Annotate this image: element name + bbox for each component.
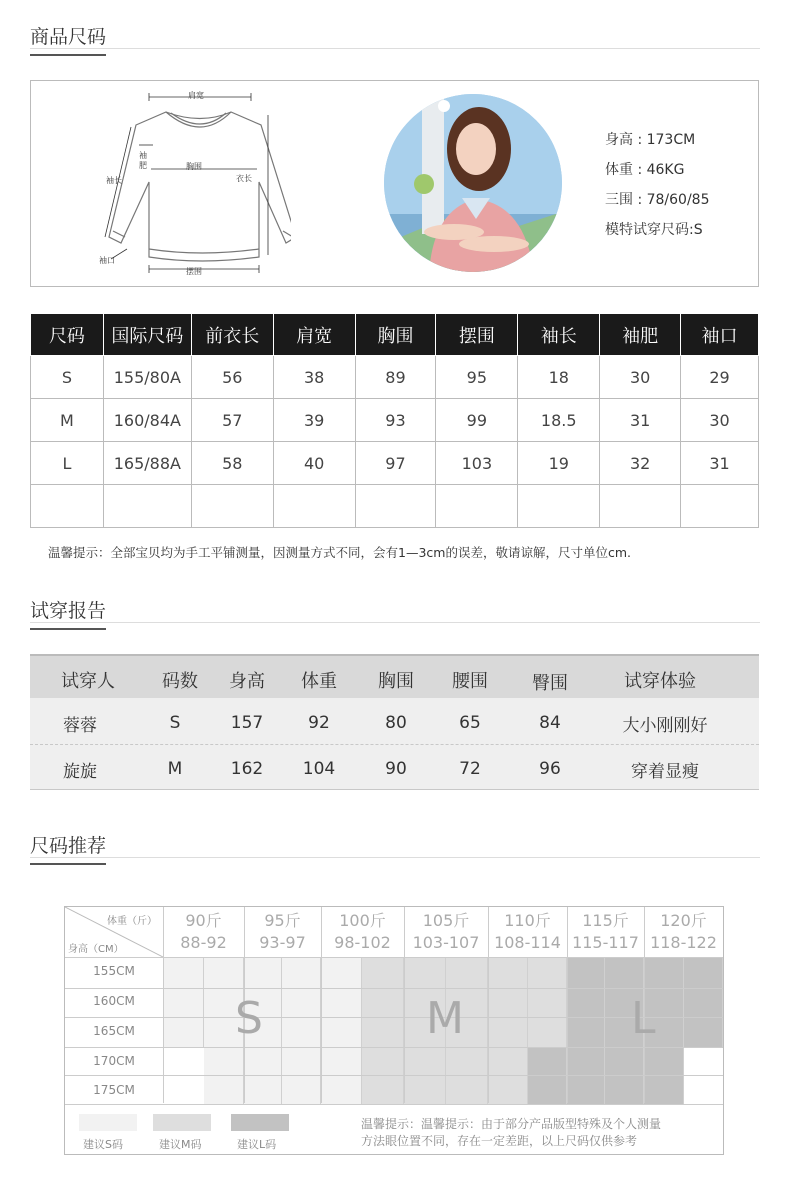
model-measurements: 三围 : 78/60/85 — [605, 192, 710, 208]
weight-jin: 105斤 — [422, 911, 470, 930]
weight-range: 115-117 — [572, 933, 639, 952]
recommendation-cell-s — [244, 1075, 282, 1104]
table-cell — [31, 485, 104, 528]
recommendation-cell-l — [567, 1075, 605, 1104]
recommendation-cell-m — [488, 1017, 528, 1047]
height-row-label: 175CM — [93, 1083, 135, 1097]
table-cell: 40 — [273, 442, 355, 485]
note-line: 温馨提示：温馨提示：由于部分产品版型特殊及个人测量 — [361, 1117, 662, 1131]
size-header: 国际尺码 — [103, 314, 191, 356]
recommendation-cell-m — [488, 1075, 528, 1104]
trial-header: 试穿体验 — [624, 671, 696, 692]
trial-cell: S — [169, 713, 181, 733]
table-cell: 18.5 — [518, 399, 600, 442]
section-title-recommend-text: 尺码推荐 — [30, 835, 107, 857]
table-cell: M — [31, 399, 104, 442]
legend-label-l: 建议L码 — [237, 1138, 277, 1151]
trial-header: 码数 — [162, 671, 198, 692]
table-cell: 31 — [600, 399, 681, 442]
recommendation-cell-s — [321, 988, 362, 1017]
table-cell: 39 — [273, 399, 355, 442]
label-sleeve-length: 袖长 — [106, 176, 122, 185]
table-cell: 30 — [681, 399, 759, 442]
trial-table — [30, 654, 759, 792]
section-title-size-text: 商品尺码 — [30, 26, 107, 48]
trial-header: 试穿人 — [61, 671, 115, 692]
model-info — [605, 125, 710, 245]
size-header: 摆围 — [436, 314, 518, 356]
table-cell — [191, 485, 273, 528]
weight-range: 103-107 — [412, 933, 480, 952]
table-row — [31, 399, 759, 442]
recommendation-cell-s — [282, 988, 321, 1017]
section-title-recommend — [30, 831, 106, 858]
trial-cell: 157 — [230, 713, 264, 733]
grid-line — [567, 907, 568, 1103]
section-divider — [30, 48, 760, 49]
section-title-trial-text: 试穿报告 — [30, 600, 107, 622]
recommendation-cell-l — [567, 957, 605, 988]
recommendation-cell-l — [684, 957, 723, 988]
weight-col-header — [644, 907, 723, 957]
legend-swatch-l — [231, 1114, 289, 1131]
recommendation-cell-l — [567, 1017, 605, 1047]
recommendation-cell-s — [204, 1075, 244, 1104]
recommendation-cell-s — [321, 1075, 362, 1104]
trial-header: 臀围 — [532, 673, 568, 694]
table-row — [30, 744, 759, 790]
weight-range: 88-92 — [180, 933, 227, 952]
grid-line — [488, 907, 489, 1103]
recommendation-cell-s — [163, 988, 204, 1017]
grid-line — [163, 907, 164, 1103]
trial-cell: 65 — [459, 713, 481, 733]
recommendation-cell-l — [528, 1047, 567, 1075]
height-row-label: 165CM — [93, 1024, 135, 1038]
table-cell: 89 — [355, 356, 436, 399]
table-cell: 32 — [600, 442, 681, 485]
table-cell: 38 — [273, 356, 355, 399]
title-underline — [30, 628, 106, 630]
recommendation-cell-s — [244, 1047, 282, 1075]
label-shoulder: 肩宽 — [188, 91, 204, 100]
trial-cell: 穿着显瘦 — [631, 762, 699, 782]
label-sleeve-width: 袖肥 — [139, 151, 147, 170]
model-size: 模特试穿尺码:S — [605, 222, 703, 238]
recommendation-cell-s — [321, 1017, 362, 1047]
recommendation-cell-s — [282, 1047, 321, 1075]
weight-jin: 100斤 — [339, 911, 386, 930]
trial-header: 胸围 — [378, 671, 414, 692]
table-cell: L — [31, 442, 104, 485]
trial-cell: 蓉蓉 — [63, 716, 97, 736]
grid-line — [404, 907, 405, 1103]
section-divider — [30, 857, 760, 858]
weight-jin: 115斤 — [582, 911, 629, 930]
table-cell: 58 — [191, 442, 273, 485]
table-cell: 31 — [681, 442, 759, 485]
trial-header-row — [30, 654, 759, 698]
table-cell: 97 — [355, 442, 436, 485]
recommendation-cell-m — [528, 957, 567, 988]
recommendation-cell-m — [362, 1047, 404, 1075]
label-chest: 胸围 — [186, 162, 202, 171]
recommendation-cell-l — [684, 988, 723, 1017]
size-letter-s: S — [235, 993, 263, 1044]
note-line: 方法眼位置不同，存在一定差距，以上尺码仅供参考 — [361, 1134, 638, 1148]
table-cell: 29 — [681, 356, 759, 399]
weight-col-header — [488, 907, 567, 957]
model-weight: 体重 : 46KG — [605, 162, 685, 178]
label-cuff: 袖口 — [99, 256, 115, 265]
table-cell: 93 — [355, 399, 436, 442]
table-cell — [600, 485, 681, 528]
table-cell: 56 — [191, 356, 273, 399]
recommendation-cell-l — [684, 1017, 723, 1047]
recommendation-cell-m — [528, 988, 567, 1017]
table-cell: 99 — [436, 399, 518, 442]
weight-col-header — [567, 907, 644, 957]
table-cell — [436, 485, 518, 528]
recommendation-cell-m — [488, 957, 528, 988]
height-row-label: 160CM — [93, 994, 135, 1008]
table-row — [31, 356, 759, 399]
weight-range: 93-97 — [259, 933, 306, 952]
size-header: 尺码 — [31, 314, 104, 356]
recommendation-cell-s — [163, 1017, 204, 1047]
table-cell — [103, 485, 191, 528]
size-table-header-row — [31, 314, 759, 356]
trial-cell: 旋旋 — [63, 762, 97, 782]
size-header: 胸围 — [355, 314, 436, 356]
grid-line — [65, 1104, 723, 1105]
section-title-size — [30, 22, 106, 49]
label-length: 衣长 — [236, 174, 252, 183]
recommendation-cell-m — [362, 1017, 404, 1047]
recommendation-cell-l — [644, 1047, 684, 1075]
table-cell: 19 — [518, 442, 600, 485]
size-header: 袖长 — [518, 314, 600, 356]
recommendation-cell-l — [528, 1075, 567, 1104]
height-row-label: 170CM — [93, 1054, 135, 1068]
table-cell: 103 — [436, 442, 518, 485]
weight-col-header — [163, 907, 244, 957]
trial-cell: 92 — [308, 713, 330, 733]
size-note: 温馨提示：全部宝贝均为手工平铺测量，因测量方式不同，会有1—3cm的误差，敬请谅解，尺寸单位cm. — [48, 545, 631, 560]
recommendation-cell-l — [567, 988, 605, 1017]
table-cell: 30 — [600, 356, 681, 399]
table-cell — [518, 485, 600, 528]
corner-weight-label: 体重（斤） — [107, 916, 157, 927]
trial-cell: 大小刚刚好 — [622, 716, 708, 736]
recommendation-cell-s — [282, 1075, 321, 1104]
size-letter-l: L — [631, 993, 656, 1044]
table-cell — [273, 485, 355, 528]
size-header: 袖口 — [681, 314, 759, 356]
recommendation-cell-m — [404, 1075, 446, 1104]
recommendation-cell-m — [404, 1047, 446, 1075]
trial-cell: 90 — [385, 759, 407, 779]
legend-swatch-m — [153, 1114, 211, 1131]
trial-header: 身高 — [229, 671, 265, 692]
weight-jin: 95斤 — [264, 911, 301, 930]
recommendation-cell-s — [282, 1017, 321, 1047]
recommendation-cell-m — [528, 1017, 567, 1047]
title-underline — [30, 54, 106, 56]
table-cell — [355, 485, 436, 528]
weight-range: 118-122 — [650, 933, 717, 952]
trial-cell: 162 — [230, 759, 264, 779]
table-cell: 95 — [436, 356, 518, 399]
recommendation-cell-l — [605, 1075, 644, 1104]
table-cell: 165/88A — [103, 442, 191, 485]
section-title-trial — [30, 596, 106, 623]
trial-cell: M — [167, 759, 183, 779]
weight-jin: 90斤 — [185, 911, 222, 930]
recommendation-cell-s — [321, 1047, 362, 1075]
trial-cell: 72 — [459, 759, 481, 779]
recommendation-cell-s — [163, 957, 204, 988]
trial-header: 腰围 — [452, 671, 488, 692]
size-header: 前衣长 — [191, 314, 273, 356]
table-cell: 57 — [191, 399, 273, 442]
legend-label-m: 建议M码 — [159, 1138, 202, 1151]
recommendation-cell-m — [362, 957, 404, 988]
recommendation-cell-m — [446, 1075, 488, 1104]
trial-cell: 104 — [302, 759, 336, 779]
recommendation-cell-m — [446, 1047, 488, 1075]
table-cell: 18 — [518, 356, 600, 399]
table-row — [31, 442, 759, 485]
title-underline — [30, 863, 106, 865]
trial-header: 体重 — [301, 671, 337, 692]
model-info-box — [30, 80, 759, 287]
weight-jin: 110斤 — [504, 911, 551, 930]
size-header: 袖肥 — [600, 314, 681, 356]
recommendation-cell-s — [244, 957, 282, 988]
grid-line — [321, 907, 322, 1103]
weight-range: 108-114 — [494, 933, 561, 952]
recommendation-note — [361, 1116, 661, 1150]
recommendation-cell-l — [644, 957, 684, 988]
model-height: 身高 : 173CM — [605, 132, 696, 148]
recommendation-cell-s — [282, 957, 321, 988]
recommendation-cell-l — [605, 957, 644, 988]
recommendation-cell-l — [644, 1075, 684, 1104]
weight-range: 98-102 — [334, 933, 391, 952]
size-recommendation-grid — [64, 906, 724, 1155]
legend-label-s: 建议S码 — [83, 1138, 123, 1151]
table-cell: 160/84A — [103, 399, 191, 442]
recommendation-cell-s — [321, 957, 362, 988]
recommendation-cell-l — [605, 1047, 644, 1075]
trial-cell: 96 — [539, 759, 561, 779]
table-row — [30, 698, 759, 744]
weight-col-header — [404, 907, 488, 957]
height-row-label: 155CM — [93, 964, 135, 978]
recommendation-cell-m — [446, 957, 488, 988]
recommendation-cell-m — [362, 988, 404, 1017]
size-table — [30, 313, 759, 528]
weight-col-header — [321, 907, 404, 957]
size-header: 肩宽 — [273, 314, 355, 356]
trial-cell: 80 — [385, 713, 407, 733]
size-letter-m: M — [426, 993, 464, 1044]
recommendation-cell-l — [567, 1047, 605, 1075]
corner-height-label: 身高（CM） — [68, 944, 124, 955]
trial-cell: 84 — [539, 713, 561, 733]
table-row — [31, 485, 759, 528]
weight-jin: 120斤 — [660, 911, 707, 930]
recommendation-cell-s — [204, 957, 244, 988]
recommendation-cell-s — [204, 1047, 244, 1075]
table-cell — [681, 485, 759, 528]
legend-swatch-s — [79, 1114, 137, 1131]
table-cell: S — [31, 356, 104, 399]
table-cell: 155/80A — [103, 356, 191, 399]
weight-col-header — [244, 907, 321, 957]
recommendation-cell-m — [488, 1047, 528, 1075]
recommendation-cell-m — [488, 988, 528, 1017]
section-divider — [30, 622, 760, 623]
label-hem: 摆围 — [186, 267, 202, 276]
model-photo — [384, 94, 562, 272]
recommendation-cell-m — [404, 957, 446, 988]
recommendation-cell-m — [362, 1075, 404, 1104]
